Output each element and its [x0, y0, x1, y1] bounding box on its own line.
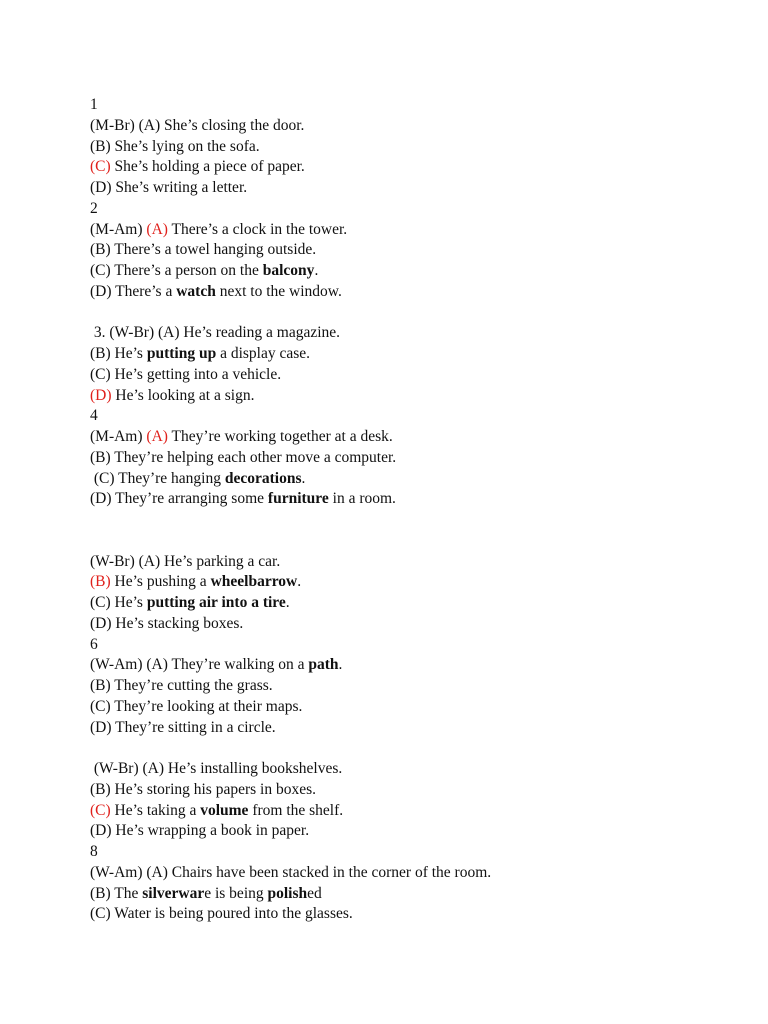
text-segment: next to the window.	[215, 282, 342, 300]
keyword-bold: path	[308, 656, 339, 674]
text-segment: 6	[90, 635, 98, 653]
text-line	[90, 282, 750, 303]
text-segment: .	[314, 262, 319, 279]
text-segment: He’s pushing a	[110, 573, 211, 591]
text-line	[90, 220, 750, 241]
text-segment: (D) They’re sitting in a circle.	[90, 718, 276, 736]
text-line	[90, 469, 750, 490]
text-segment: (M-Br) (A) She’s closing the door.	[90, 116, 305, 134]
text-line	[90, 842, 750, 863]
text-line	[90, 323, 750, 344]
text-line	[90, 697, 750, 718]
answer-marker: (B)	[90, 573, 111, 591]
text-segment: ed	[307, 884, 322, 902]
text-segment: (C) He’s	[90, 594, 147, 611]
text-segment: (M-Am)	[90, 428, 147, 445]
blank-line	[90, 738, 750, 759]
text-line	[90, 759, 750, 780]
text-segment: There’s a clock in the tower.	[167, 220, 348, 238]
keyword-bold: putting up	[146, 345, 217, 362]
text-segment: (B) They’re cutting the grass.	[90, 677, 273, 694]
text-segment: (D) She’s writing a letter.	[90, 179, 248, 196]
answer-marker: (D)	[90, 386, 112, 404]
text-segment: (D) He’s wrapping a book in paper.	[90, 822, 310, 840]
text-segment: (C) They’re looking at their maps.	[90, 697, 303, 715]
text-line	[90, 344, 750, 365]
text-segment: .	[338, 656, 343, 674]
text-segment: (C) There’s a person on the	[90, 262, 263, 279]
text-segment: 8	[90, 843, 98, 860]
text-line	[90, 904, 750, 925]
text-line	[90, 821, 750, 842]
keyword-bold: balcony	[262, 262, 315, 279]
text-line	[90, 552, 750, 573]
keyword-bold: putting air into a tire	[146, 594, 286, 611]
text-segment: (W-Am) (A) Chairs have been stacked in the corner of the room.	[90, 863, 492, 881]
text-line	[90, 199, 750, 220]
text-line	[90, 386, 750, 407]
blank-line	[90, 531, 750, 552]
text-line	[90, 137, 750, 158]
text-segment: He’s taking a	[110, 801, 201, 819]
text-segment: .	[285, 594, 290, 611]
text-line	[90, 448, 750, 469]
text-line	[90, 780, 750, 801]
text-line	[90, 261, 750, 282]
text-line	[90, 718, 750, 739]
text-segment: (B) The	[90, 884, 143, 902]
text-segment: (C) Water is being poured into the glasses.	[90, 905, 353, 923]
text-segment: (D) They’re arranging some	[90, 490, 268, 508]
text-line	[90, 178, 750, 199]
keyword-bold: decorations	[224, 469, 302, 487]
text-segment: 1	[90, 96, 98, 113]
answer-marker: (A)	[146, 428, 168, 445]
answer-marker: (A)	[146, 220, 168, 238]
text-line	[90, 427, 750, 448]
text-line	[90, 572, 750, 593]
text-segment: .	[301, 469, 306, 487]
text-line	[90, 884, 750, 905]
text-segment: e is being	[204, 884, 268, 902]
text-segment: .	[297, 573, 302, 591]
document-page	[90, 95, 750, 925]
text-line	[90, 801, 750, 822]
keyword-bold: volume	[200, 801, 249, 819]
text-line	[90, 116, 750, 137]
text-segment: (B) They’re helping each other move a computer.	[90, 448, 397, 466]
text-segment: (D) There’s a	[90, 282, 177, 300]
text-segment: (W-Br) (A) He’s parking a car.	[90, 552, 281, 570]
text-segment: a display case.	[216, 345, 311, 362]
keyword-bold: polish	[267, 884, 308, 902]
text-segment: in a room.	[328, 490, 396, 508]
text-segment: (B) She’s lying on the sofa.	[90, 137, 260, 155]
text-segment: (W-Am) (A) They’re walking on a	[90, 656, 309, 674]
keyword-bold: furniture	[267, 490, 329, 508]
text-segment: (B) He’s	[90, 345, 147, 362]
blank-line	[90, 303, 750, 324]
blank-line	[90, 510, 750, 531]
text-segment: (C) He’s getting into a vehicle.	[90, 365, 282, 383]
text-segment: They’re working together at a desk.	[167, 428, 393, 445]
text-segment: (C) They’re hanging	[90, 469, 225, 487]
keyword-bold: wheelbarrow	[210, 573, 298, 591]
text-segment: (D) He’s stacking boxes.	[90, 614, 244, 632]
text-line	[90, 676, 750, 697]
answer-marker: (C)	[90, 801, 111, 819]
answer-marker: (C)	[90, 158, 111, 176]
text-segment: (M-Am)	[90, 220, 147, 238]
keyword-bold: silverwar	[142, 884, 205, 902]
text-segment: She’s holding a piece of paper.	[110, 158, 305, 176]
text-line	[90, 489, 750, 510]
text-segment: 2	[90, 199, 98, 217]
text-line	[90, 863, 750, 884]
text-segment: 3. (W-Br) (A) He’s reading a magazine.	[90, 324, 341, 342]
text-line	[90, 593, 750, 614]
text-segment: from the shelf.	[248, 801, 344, 819]
text-line	[90, 655, 750, 676]
text-segment: He’s looking at a sign.	[111, 386, 255, 404]
text-segment: (W-Br) (A) He’s installing bookshelves.	[90, 760, 343, 777]
text-segment: (B) There’s a towel hanging outside.	[90, 241, 317, 259]
text-line	[90, 635, 750, 656]
text-segment: (B) He’s storing his papers in boxes.	[90, 780, 317, 798]
text-line	[90, 406, 750, 427]
text-segment: 4	[90, 407, 98, 425]
text-line	[90, 614, 750, 635]
text-line	[90, 157, 750, 178]
text-line	[90, 95, 750, 116]
text-line	[90, 240, 750, 261]
keyword-bold: watch	[176, 282, 216, 300]
text-line	[90, 365, 750, 386]
